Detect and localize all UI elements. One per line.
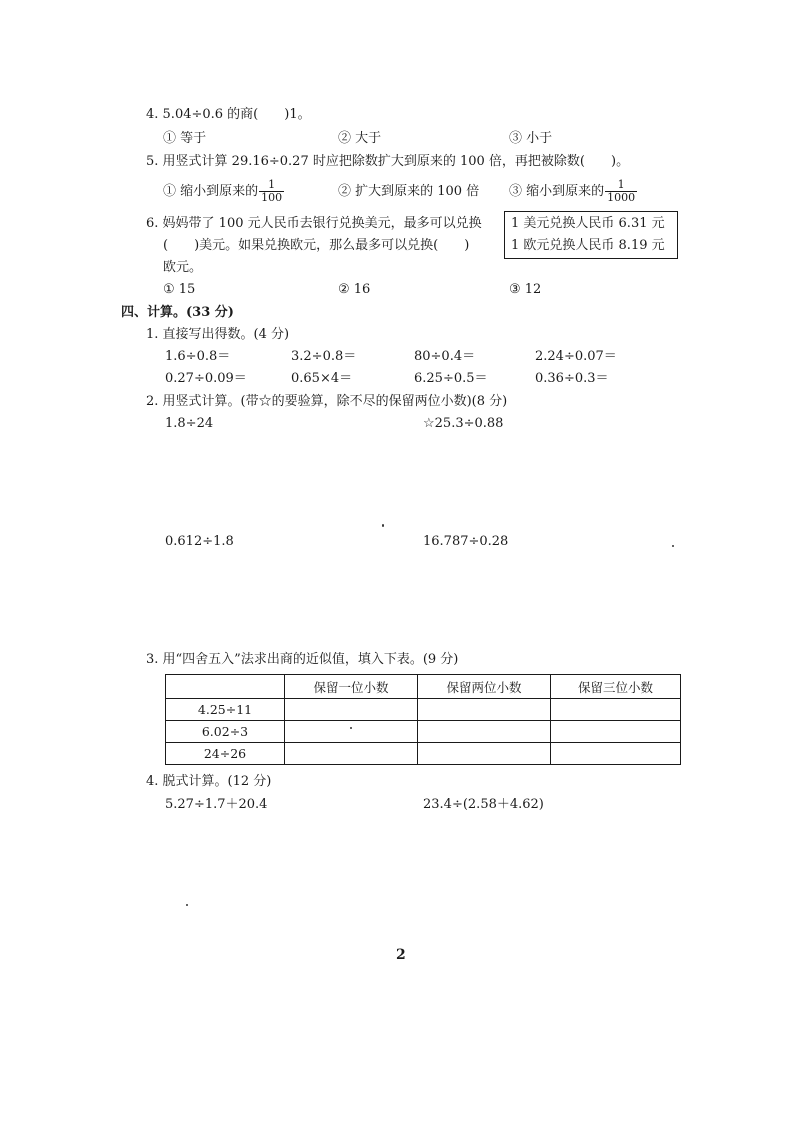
mental-math-item: 80÷0.4＝ [414,349,476,364]
mental-math-item: 0.27÷0.09＝ [165,371,247,386]
q6-line-2: ( )美元。如果兑换欧元，那么最多可以兑换( ) [163,238,470,253]
scan-speck [672,545,674,547]
table-row [166,699,681,721]
q4-option-1: ① 等于 [163,131,207,146]
answer-cell[interactable] [285,699,418,721]
long-division-problem-check: ☆25.3÷0.88 [423,416,504,431]
q2-title: 2. 用竖式计算。(带☆的要验算，除不尽的保留两位小数)(8 分) [146,394,508,409]
q6-line-3: 欧元。 [163,260,203,275]
q4-option-3: ③ 小于 [509,131,553,146]
q5-option-3-label: ③ 缩小到原来的 [509,184,605,199]
fraction-denominator: 100 [261,191,283,204]
exchange-rate-usd: 1 美元兑换人民币 6.31 元 [511,216,665,231]
table-row [166,743,681,765]
q3-title: 3. 用“四舍五入”法求出商的近似值，填入下表。(9 分) [146,652,459,667]
mental-math-item: 2.24÷0.07＝ [535,349,617,364]
table-header-cell: 保留两位小数 [418,675,551,699]
table-header-cell [166,675,285,699]
row-expression: 4.25÷11 [166,699,285,721]
fraction-numerator: 1 [259,179,284,192]
mental-math-item: 0.36÷0.3＝ [535,371,609,386]
approximation-table [165,674,681,765]
q5-stem: 5. 用竖式计算 29.16÷0.27 时应把除数扩大到原来的 100 倍，再把被除数( )。 [146,154,630,169]
page-number: 2 [396,947,406,963]
step-calc-problem: 23.4÷(2.58＋4.62) [423,797,544,812]
q4-option-2: ② 大于 [338,131,382,146]
q5-option-1 [163,178,285,206]
table-header-row [166,675,681,699]
scan-speck [350,727,352,729]
q5-option-1-label: ① 缩小到原来的 [163,184,259,199]
answer-cell[interactable] [418,743,551,765]
table-header-cell: 保留三位小数 [551,675,681,699]
scan-speck [382,524,384,527]
row-expression: 24÷26 [166,743,285,765]
long-division-problem: 16.787÷0.28 [423,534,509,549]
long-division-problem: 1.8÷24 [165,416,214,431]
q6-option-3: ③ 12 [509,282,542,297]
exchange-rate-eur: 1 欧元兑换人民币 8.19 元 [511,238,665,253]
answer-cell[interactable] [285,721,418,743]
q6-option-2: ② 16 [338,282,371,297]
long-division-problem: 0.612÷1.8 [165,534,234,549]
q4-stem: 4. 5.04÷0.6 的商( )1。 [146,107,311,122]
q6-line-1: 6. 妈妈带了 100 元人民币去银行兑换美元，最多可以兑换 [146,216,482,231]
q4-calc-title: 4. 脱式计算。(12 分) [146,774,272,789]
fraction-numerator: 1 [605,179,637,192]
step-calc-problem: 5.27÷1.7＋20.4 [165,797,268,812]
table-row [166,721,681,743]
answer-cell[interactable] [285,743,418,765]
scan-speck [186,904,188,906]
q6-option-1: ① 15 [163,282,196,297]
mental-math-item: 3.2÷0.8＝ [291,349,357,364]
answer-cell[interactable] [551,721,681,743]
row-expression: 6.02÷3 [166,721,285,743]
q5-option-3 [509,178,638,206]
table-header-cell: 保留一位小数 [285,675,418,699]
section-4-title: 四、计算。(33 分) [121,305,234,320]
answer-cell[interactable] [551,699,681,721]
fraction-1-100 [259,179,284,204]
answer-cell[interactable] [418,699,551,721]
answer-cell[interactable] [551,743,681,765]
exchange-rate-box [504,211,678,259]
q1-title: 1. 直接写出得数。(4 分) [146,327,290,342]
fraction-1-1000 [605,179,637,204]
fraction-denominator: 1000 [607,191,636,204]
q5-option-2: ② 扩大到原来的 100 倍 [338,184,480,199]
answer-cell[interactable] [418,721,551,743]
mental-math-item: 0.65×4＝ [291,371,353,386]
mental-math-item: 1.6÷0.8＝ [165,349,231,364]
mental-math-item: 6.25÷0.5＝ [414,371,488,386]
